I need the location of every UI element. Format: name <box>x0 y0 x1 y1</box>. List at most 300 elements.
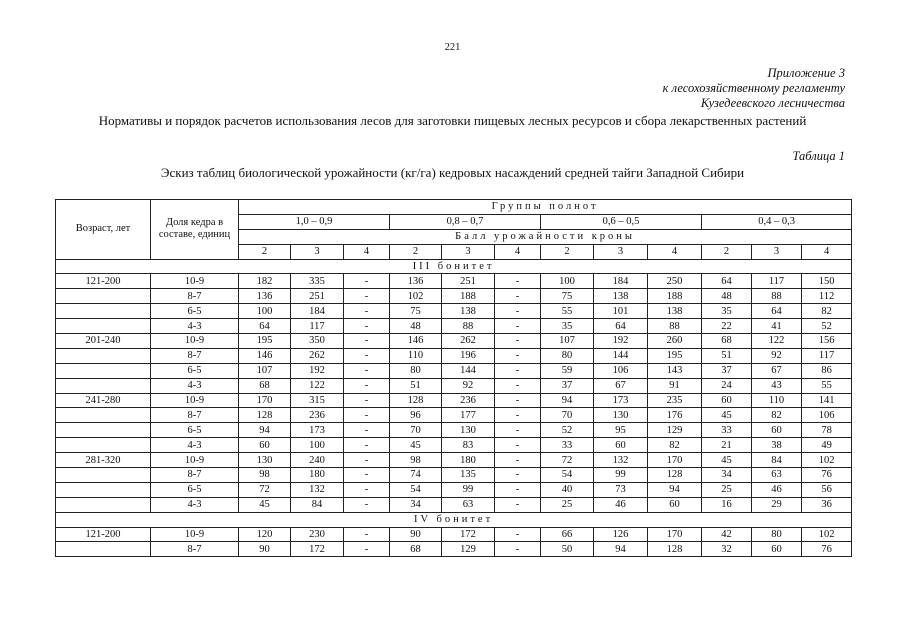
value-cell: - <box>344 348 390 363</box>
table-row <box>56 378 852 393</box>
value-cell: 29 <box>752 497 802 512</box>
table-row <box>56 304 852 319</box>
appendix-line-3: Кузедеевского лесничества <box>700 96 845 110</box>
value-cell: 84 <box>752 453 802 468</box>
table-row <box>56 527 852 542</box>
section-row <box>56 259 852 274</box>
value-cell: 135 <box>442 468 495 483</box>
table-row <box>56 289 852 304</box>
value-cell: - <box>495 334 541 349</box>
value-cell: 173 <box>594 393 648 408</box>
value-cell: 192 <box>291 363 344 378</box>
value-cell: 136 <box>390 274 442 289</box>
value-cell: 107 <box>239 363 291 378</box>
value-cell: 128 <box>648 468 702 483</box>
value-cell: 64 <box>239 319 291 334</box>
value-cell: 80 <box>541 348 594 363</box>
yield-table <box>55 199 852 557</box>
value-cell: 117 <box>802 348 852 363</box>
value-cell: 22 <box>702 319 752 334</box>
table-row <box>56 497 852 512</box>
value-cell: 72 <box>239 482 291 497</box>
value-cell: - <box>495 393 541 408</box>
value-cell: 42 <box>702 527 752 542</box>
age-cell <box>56 438 151 453</box>
value-cell: 146 <box>390 334 442 349</box>
value-cell: 46 <box>752 482 802 497</box>
value-cell: 315 <box>291 393 344 408</box>
value-cell: 73 <box>594 482 648 497</box>
value-cell: - <box>344 438 390 453</box>
header-score-cell: 4 <box>802 244 852 259</box>
value-cell: 37 <box>541 378 594 393</box>
value-cell: 50 <box>541 542 594 557</box>
value-cell: 37 <box>702 363 752 378</box>
value-cell: - <box>344 468 390 483</box>
share-cell: 10-9 <box>151 453 239 468</box>
value-cell: - <box>344 542 390 557</box>
table-row <box>56 348 852 363</box>
value-cell: 100 <box>541 274 594 289</box>
age-cell <box>56 378 151 393</box>
table-row <box>56 274 852 289</box>
age-cell <box>56 304 151 319</box>
header-group-2: 0,8 – 0,7 <box>390 214 541 229</box>
value-cell: 45 <box>702 453 752 468</box>
value-cell: 335 <box>291 274 344 289</box>
value-cell: 90 <box>239 542 291 557</box>
value-cell: 150 <box>802 274 852 289</box>
value-cell: 117 <box>291 319 344 334</box>
value-cell: 132 <box>594 453 648 468</box>
share-cell: 6-5 <box>151 423 239 438</box>
value-cell: - <box>495 497 541 512</box>
value-cell: 136 <box>239 289 291 304</box>
value-cell: 170 <box>648 453 702 468</box>
share-cell: 8-7 <box>151 348 239 363</box>
value-cell: 55 <box>541 304 594 319</box>
value-cell: 45 <box>390 438 442 453</box>
value-cell: 100 <box>239 304 291 319</box>
age-cell: 121-200 <box>56 274 151 289</box>
age-cell <box>56 497 151 512</box>
age-cell <box>56 468 151 483</box>
age-cell <box>56 319 151 334</box>
value-cell: 67 <box>752 363 802 378</box>
value-cell: 144 <box>442 363 495 378</box>
value-cell: 86 <box>802 363 852 378</box>
value-cell: 90 <box>390 527 442 542</box>
value-cell: 176 <box>648 408 702 423</box>
value-cell: 78 <box>802 423 852 438</box>
header-score-cell: 4 <box>495 244 541 259</box>
age-cell <box>56 289 151 304</box>
header-share: Доля кедра в составе, единиц <box>151 200 239 260</box>
value-cell: 120 <box>239 527 291 542</box>
header-score-cell: 3 <box>442 244 495 259</box>
value-cell: 196 <box>442 348 495 363</box>
table-row <box>56 408 852 423</box>
value-cell: 60 <box>594 438 648 453</box>
value-cell: 66 <box>541 527 594 542</box>
value-cell: 88 <box>648 319 702 334</box>
value-cell: 83 <box>442 438 495 453</box>
value-cell: 130 <box>594 408 648 423</box>
share-cell: 10-9 <box>151 334 239 349</box>
value-cell: 40 <box>541 482 594 497</box>
value-cell: 195 <box>239 334 291 349</box>
share-cell: 6-5 <box>151 363 239 378</box>
value-cell: 52 <box>541 423 594 438</box>
value-cell: 60 <box>752 542 802 557</box>
value-cell: 170 <box>648 527 702 542</box>
value-cell: 184 <box>291 304 344 319</box>
value-cell: 38 <box>752 438 802 453</box>
table-row <box>56 482 852 497</box>
header-score-cell: 3 <box>752 244 802 259</box>
value-cell: 236 <box>291 408 344 423</box>
value-cell: 110 <box>390 348 442 363</box>
share-cell: 8-7 <box>151 289 239 304</box>
value-cell: 102 <box>802 453 852 468</box>
table-row <box>56 393 852 408</box>
value-cell: 138 <box>648 304 702 319</box>
value-cell: 91 <box>648 378 702 393</box>
header-group-3: 0,6 – 0,5 <box>541 214 702 229</box>
share-cell: 8-7 <box>151 468 239 483</box>
value-cell: - <box>344 527 390 542</box>
value-cell: 236 <box>442 393 495 408</box>
value-cell: 182 <box>239 274 291 289</box>
header-score-cell: 4 <box>344 244 390 259</box>
value-cell: 43 <box>752 378 802 393</box>
value-cell: 75 <box>390 304 442 319</box>
value-cell: 188 <box>648 289 702 304</box>
value-cell: 60 <box>648 497 702 512</box>
header-score-cell: 3 <box>594 244 648 259</box>
header-groups-title: Группы полнот <box>239 200 852 215</box>
value-cell: 32 <box>702 542 752 557</box>
value-cell: 235 <box>648 393 702 408</box>
table-row <box>56 438 852 453</box>
value-cell: - <box>495 482 541 497</box>
table-row <box>56 453 852 468</box>
value-cell: 33 <box>541 438 594 453</box>
document-title: Нормативы и порядок расчетов использования лесов для заготовки пищевых лесных ресурсов и сбора лекарственных растений <box>98 113 807 128</box>
value-cell: 49 <box>802 438 852 453</box>
value-cell: - <box>344 423 390 438</box>
value-cell: - <box>344 453 390 468</box>
value-cell: 260 <box>648 334 702 349</box>
value-cell: 70 <box>390 423 442 438</box>
value-cell: 180 <box>291 468 344 483</box>
value-cell: 82 <box>648 438 702 453</box>
age-cell <box>56 363 151 378</box>
value-cell: 129 <box>648 423 702 438</box>
value-cell: 129 <box>442 542 495 557</box>
header-score-cell: 2 <box>702 244 752 259</box>
value-cell: - <box>344 363 390 378</box>
value-cell: - <box>495 423 541 438</box>
value-cell: 130 <box>239 453 291 468</box>
section-row <box>56 512 852 527</box>
value-cell: 63 <box>752 468 802 483</box>
appendix-line-2: к лесохозяйственному регламенту <box>662 81 845 95</box>
value-cell: 195 <box>648 348 702 363</box>
value-cell: 99 <box>442 482 495 497</box>
value-cell: 101 <box>594 304 648 319</box>
value-cell: 94 <box>648 482 702 497</box>
value-cell: 41 <box>752 319 802 334</box>
value-cell: 262 <box>442 334 495 349</box>
value-cell: 180 <box>442 453 495 468</box>
value-cell: 45 <box>239 497 291 512</box>
value-cell: 24 <box>702 378 752 393</box>
value-cell: 177 <box>442 408 495 423</box>
value-cell: 144 <box>594 348 648 363</box>
value-cell: 75 <box>541 289 594 304</box>
age-cell <box>56 348 151 363</box>
value-cell: 67 <box>594 378 648 393</box>
value-cell: 350 <box>291 334 344 349</box>
value-cell: 59 <box>541 363 594 378</box>
value-cell: 34 <box>390 497 442 512</box>
header-group-4: 0,4 – 0,3 <box>702 214 852 229</box>
value-cell: 55 <box>802 378 852 393</box>
value-cell: 33 <box>702 423 752 438</box>
value-cell: 60 <box>752 423 802 438</box>
value-cell: 52 <box>802 319 852 334</box>
value-cell: 76 <box>802 468 852 483</box>
value-cell: 76 <box>802 542 852 557</box>
value-cell: 48 <box>702 289 752 304</box>
value-cell: - <box>344 408 390 423</box>
value-cell: 130 <box>442 423 495 438</box>
value-cell: - <box>344 482 390 497</box>
value-cell: - <box>344 274 390 289</box>
share-cell: 10-9 <box>151 274 239 289</box>
value-cell: 45 <box>702 408 752 423</box>
value-cell: 112 <box>802 289 852 304</box>
age-cell: 121-200 <box>56 527 151 542</box>
value-cell: 60 <box>702 393 752 408</box>
table-caption: Эскиз таблиц биологической урожайности (кг/га) кедровых насаждений средней тайги Западной Сибири <box>160 165 745 180</box>
page-number: 221 <box>444 42 461 53</box>
value-cell: 56 <box>802 482 852 497</box>
header-score-cell: 2 <box>541 244 594 259</box>
share-cell: 10-9 <box>151 393 239 408</box>
header-score-cell: 4 <box>648 244 702 259</box>
value-cell: 138 <box>442 304 495 319</box>
value-cell: 64 <box>702 274 752 289</box>
value-cell: 99 <box>594 468 648 483</box>
table-row <box>56 542 852 557</box>
value-cell: 230 <box>291 527 344 542</box>
table-label: Таблица 1 <box>792 149 845 163</box>
value-cell: 251 <box>442 274 495 289</box>
value-cell: 70 <box>541 408 594 423</box>
value-cell: 92 <box>752 348 802 363</box>
value-cell: 35 <box>702 304 752 319</box>
age-cell: 201-240 <box>56 334 151 349</box>
value-cell: 25 <box>702 482 752 497</box>
value-cell: 72 <box>541 453 594 468</box>
value-cell: 170 <box>239 393 291 408</box>
value-cell: 94 <box>239 423 291 438</box>
value-cell: - <box>495 274 541 289</box>
value-cell: 51 <box>390 378 442 393</box>
value-cell: 128 <box>648 542 702 557</box>
value-cell: 94 <box>594 542 648 557</box>
header-age: Возраст, лет <box>56 200 151 260</box>
value-cell: 46 <box>594 497 648 512</box>
share-cell: 4-3 <box>151 438 239 453</box>
header-group-1: 1,0 – 0,9 <box>239 214 390 229</box>
header-score-cell: 2 <box>390 244 442 259</box>
value-cell: 96 <box>390 408 442 423</box>
value-cell: 102 <box>802 527 852 542</box>
value-cell: 251 <box>291 289 344 304</box>
value-cell: 80 <box>390 363 442 378</box>
value-cell: 64 <box>594 319 648 334</box>
value-cell: - <box>495 378 541 393</box>
age-cell: 241-280 <box>56 393 151 408</box>
value-cell: - <box>495 289 541 304</box>
value-cell: - <box>344 334 390 349</box>
value-cell: - <box>495 468 541 483</box>
table-row <box>56 363 852 378</box>
section-label: III бонитет <box>56 259 852 274</box>
share-cell: 4-3 <box>151 497 239 512</box>
value-cell: 156 <box>802 334 852 349</box>
table-row <box>56 423 852 438</box>
value-cell: - <box>495 438 541 453</box>
share-cell: 4-3 <box>151 378 239 393</box>
value-cell: 172 <box>291 542 344 557</box>
value-cell: 68 <box>239 378 291 393</box>
value-cell: 184 <box>594 274 648 289</box>
value-cell: 126 <box>594 527 648 542</box>
value-cell: - <box>495 453 541 468</box>
value-cell: 74 <box>390 468 442 483</box>
value-cell: 107 <box>541 334 594 349</box>
value-cell: - <box>344 393 390 408</box>
appendix-line-1: Приложение 3 <box>767 66 845 80</box>
value-cell: 21 <box>702 438 752 453</box>
value-cell: 106 <box>802 408 852 423</box>
value-cell: - <box>495 363 541 378</box>
value-cell: 98 <box>239 468 291 483</box>
value-cell: 95 <box>594 423 648 438</box>
value-cell: 82 <box>802 304 852 319</box>
value-cell: 143 <box>648 363 702 378</box>
share-cell: 6-5 <box>151 482 239 497</box>
value-cell: 141 <box>802 393 852 408</box>
header-score-title: Балл урожайности кроны <box>239 229 852 244</box>
value-cell: 146 <box>239 348 291 363</box>
value-cell: 92 <box>442 378 495 393</box>
share-cell: 8-7 <box>151 408 239 423</box>
value-cell: 122 <box>752 334 802 349</box>
section-label: IV бонитет <box>56 512 852 527</box>
value-cell: 240 <box>291 453 344 468</box>
share-cell: 4-3 <box>151 319 239 334</box>
value-cell: 262 <box>291 348 344 363</box>
value-cell: 64 <box>752 304 802 319</box>
age-cell <box>56 423 151 438</box>
value-cell: 110 <box>752 393 802 408</box>
value-cell: 82 <box>752 408 802 423</box>
value-cell: 16 <box>702 497 752 512</box>
value-cell: 48 <box>390 319 442 334</box>
value-cell: 188 <box>442 289 495 304</box>
value-cell: - <box>344 304 390 319</box>
value-cell: - <box>495 304 541 319</box>
value-cell: 68 <box>390 542 442 557</box>
share-cell: 10-9 <box>151 527 239 542</box>
table-row <box>56 319 852 334</box>
value-cell: 172 <box>442 527 495 542</box>
value-cell: 132 <box>291 482 344 497</box>
value-cell: - <box>344 319 390 334</box>
age-cell <box>56 542 151 557</box>
value-cell: 117 <box>752 274 802 289</box>
table-row <box>56 334 852 349</box>
value-cell: 106 <box>594 363 648 378</box>
value-cell: 128 <box>390 393 442 408</box>
age-cell <box>56 482 151 497</box>
header-score-cell: 3 <box>291 244 344 259</box>
value-cell: 51 <box>702 348 752 363</box>
value-cell: 68 <box>702 334 752 349</box>
value-cell: - <box>495 527 541 542</box>
age-cell: 281-320 <box>56 453 151 468</box>
value-cell: - <box>344 497 390 512</box>
value-cell: 35 <box>541 319 594 334</box>
value-cell: - <box>495 348 541 363</box>
value-cell: 88 <box>442 319 495 334</box>
header-score-cell: 2 <box>239 244 291 259</box>
value-cell: - <box>495 408 541 423</box>
value-cell: 63 <box>442 497 495 512</box>
value-cell: 36 <box>802 497 852 512</box>
value-cell: 25 <box>541 497 594 512</box>
value-cell: 98 <box>390 453 442 468</box>
value-cell: - <box>495 319 541 334</box>
share-cell: 8-7 <box>151 542 239 557</box>
value-cell: 34 <box>702 468 752 483</box>
value-cell: 54 <box>390 482 442 497</box>
table-row <box>56 468 852 483</box>
value-cell: 84 <box>291 497 344 512</box>
value-cell: 94 <box>541 393 594 408</box>
value-cell: 88 <box>752 289 802 304</box>
value-cell: 138 <box>594 289 648 304</box>
value-cell: 128 <box>239 408 291 423</box>
value-cell: 80 <box>752 527 802 542</box>
value-cell: - <box>495 542 541 557</box>
value-cell: 100 <box>291 438 344 453</box>
value-cell: 192 <box>594 334 648 349</box>
value-cell: 54 <box>541 468 594 483</box>
value-cell: - <box>344 289 390 304</box>
value-cell: 60 <box>239 438 291 453</box>
value-cell: - <box>344 378 390 393</box>
age-cell <box>56 408 151 423</box>
value-cell: 122 <box>291 378 344 393</box>
value-cell: 173 <box>291 423 344 438</box>
value-cell: 250 <box>648 274 702 289</box>
